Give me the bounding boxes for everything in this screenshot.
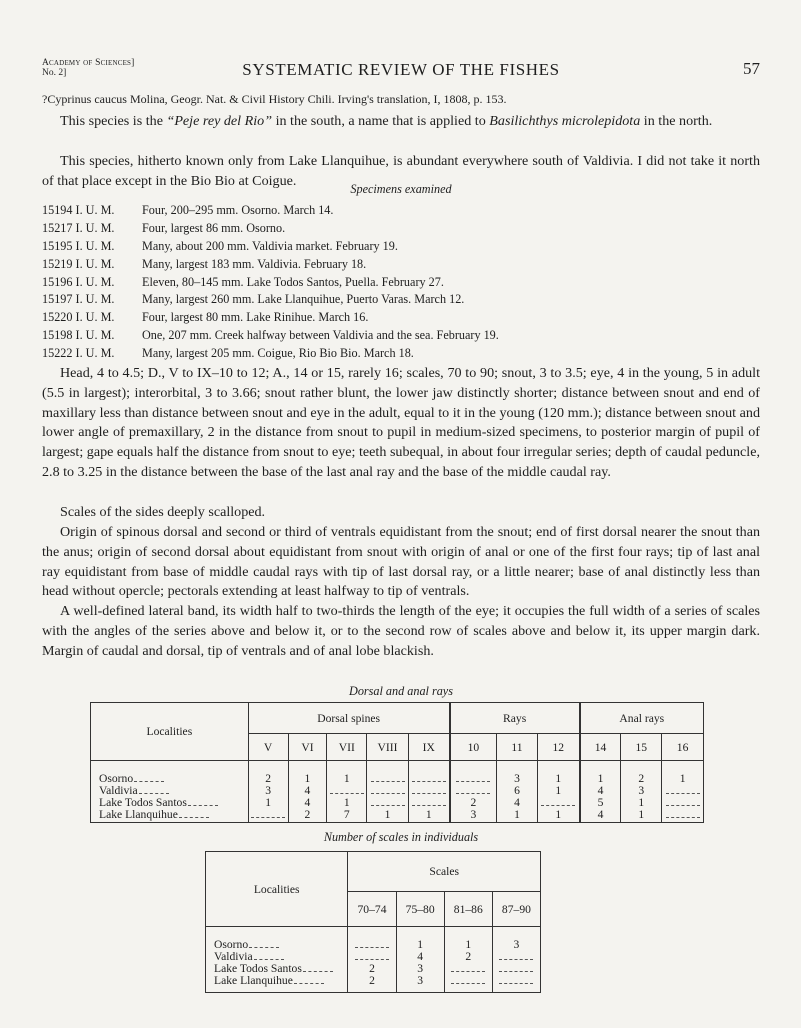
data-column <box>621 761 662 823</box>
specimen-catalog-number: 15195 I. U. M. <box>42 238 115 253</box>
specimen-row <box>42 291 760 309</box>
specimen-catalog-number: 15197 I. U. M. <box>42 292 115 307</box>
description-text-3: Origin of spinous dorsal and second or third of ventrals equidistant from the snout; end of first dorsal nearer the snout than the anus; origin of second dorsal about equidistant from snout with origin of anal or one of the first four rays; tip of last anal ray equidistant from base of middle caudal rays with tip of last dorsal ray, or a little nearer; base of anal distinctly less than head without opercle; pectorals extending at least halfway to tip of ventrals. <box>42 524 760 600</box>
empty-cell <box>493 951 540 963</box>
count-cell: 6 <box>514 784 520 797</box>
intro-text-a: This species is the <box>60 113 163 129</box>
count-cell: 1 <box>597 772 604 785</box>
leader-dots <box>254 951 284 960</box>
description-paragraph-1 <box>42 364 760 483</box>
column-header: 70–74 <box>348 892 396 927</box>
description-paragraph-3 <box>42 523 760 602</box>
specimen-catalog-number: 15198 I. U. M. <box>42 328 115 343</box>
count-cell: 1 <box>555 808 562 821</box>
empty-cell <box>409 785 449 797</box>
empty-cell <box>409 773 449 785</box>
dash-leader <box>541 797 575 806</box>
specimen-description: Eleven, 80–145 mm. Lake Todos Santos, Puella. February 27. <box>142 274 444 289</box>
column-header: 16 <box>662 734 704 761</box>
related-species-name: Basilichthys microlepidota <box>489 113 641 129</box>
count-cell: 4 <box>417 950 424 963</box>
scales-count-table <box>205 851 541 993</box>
description-text-2: Scales of the sides deeply scalloped. <box>60 504 266 520</box>
dash-leader <box>666 809 700 818</box>
locality-name: Lake Todos Santos <box>99 797 248 809</box>
data-column <box>408 761 449 823</box>
description-paragraph-2 <box>42 503 760 523</box>
locality-names <box>91 761 249 823</box>
dash-leader <box>499 951 533 960</box>
column-header: VII <box>327 734 367 761</box>
empty-cell <box>451 773 497 785</box>
locality-name: Valdivia <box>214 951 347 963</box>
column-header: VIII <box>367 734 409 761</box>
dash-leader <box>451 963 485 972</box>
locality-name: Lake Llanquihue <box>214 975 347 987</box>
empty-cell <box>493 975 540 987</box>
specimen-description: Many, largest 205 mm. Coigue, Rio Bio Bio. March 18. <box>142 346 414 361</box>
locality-names <box>206 927 348 993</box>
intro-paragraph-2-text: This species, hitherto known only from Lake Llanquihue, is abundant everywhere south of Valdivia. I did not take it north of that place except in the Bio Bio at Coigue. <box>42 153 760 189</box>
count-cell: 2 <box>369 962 375 975</box>
dash-leader <box>371 797 405 806</box>
column-header: VI <box>288 734 327 761</box>
column-header: 87–90 <box>492 892 540 927</box>
dash-leader <box>330 785 364 794</box>
specimen-row <box>42 309 760 327</box>
dash-leader <box>371 773 405 782</box>
count-cell: 7 <box>343 808 350 821</box>
specimen-row <box>42 274 760 292</box>
dash-leader <box>371 785 405 794</box>
count-cell: 2 <box>638 772 645 785</box>
dash-leader <box>412 773 446 782</box>
column-header: 10 <box>450 734 497 761</box>
dash-leader <box>456 785 490 794</box>
specimen-catalog-number: 15220 I. U. M. <box>42 310 115 325</box>
count-cell: 1 <box>343 772 350 785</box>
count-cell: 1 <box>638 796 645 809</box>
common-name: “Peje rey del Rio” <box>166 113 273 129</box>
empty-cell <box>367 773 408 785</box>
specimen-description: Four, 200–295 mm. Osorno. March 14. <box>142 203 334 217</box>
description-text-1: Head, 4 to 4.5; D., V to IX–10 to 12; A., 14 or 15, rarely 16; scales, 70 to 90; snout, 3 to 3.5; eye, 4 in the young, 5 in adult (5.5 in largest); interorbital, 3 to 3.66; snout rather blunt, the lower jaw distinctly shorter; distance between snout and end of maxillary less than distance between snout and eye in the adult, equal to it in the young (120 mm.); distance between snout and lower angle of premaxillary, 2 in the distance from snout to pupil in medium-sized specimens, to posterior margin of pupil of largest; gape equals half the distance from snout to eye; teeth subequal, in about four irregular series; depth of caudal peduncle, 2.8 to 3.25 in the distance between the base of the last anal ray and the base of the middle caudal ray. <box>42 365 760 480</box>
leader-dots <box>249 939 279 948</box>
leader-dots <box>303 963 333 972</box>
specimen-row <box>42 202 760 220</box>
localities-header: Localities <box>91 703 249 761</box>
data-column <box>450 761 497 823</box>
empty-cell <box>445 963 492 975</box>
journal-number: No. 2] <box>42 68 67 78</box>
intro-text-b: in the south, a name that is applied to <box>275 113 486 129</box>
count-cell: 4 <box>597 808 604 821</box>
dash-leader <box>499 975 533 984</box>
dash-leader <box>666 785 700 794</box>
dorsal-anal-rays-table <box>90 702 704 823</box>
column-header: 81–86 <box>444 892 492 927</box>
data-column <box>497 761 538 823</box>
empty-cell <box>348 939 395 951</box>
count-cell: 3 <box>638 784 645 797</box>
table1-caption: Dorsal and anal rays <box>349 684 453 698</box>
dash-leader <box>355 939 389 948</box>
specimen-catalog-number: 15217 I. U. M. <box>42 220 115 235</box>
data-column <box>367 761 409 823</box>
journal-name: Academy of Sciences] <box>42 58 135 68</box>
specimen-row <box>42 220 760 238</box>
empty-cell <box>662 809 703 821</box>
specimen-description: Four, largest 86 mm. Osorno. <box>142 220 286 235</box>
dash-leader <box>412 797 446 806</box>
column-header: IX <box>408 734 449 761</box>
specimen-catalog-number: 15196 I. U. M. <box>42 274 115 289</box>
specimen-catalog-number: 15194 I. U. M. <box>42 203 115 217</box>
intro-text-c: in the north. <box>643 113 713 129</box>
specimen-description: Many, largest 183 mm. Valdivia. February 18. <box>142 256 367 271</box>
locality-name: Osorno <box>99 773 248 785</box>
count-cell: 2 <box>470 796 477 809</box>
dash-leader <box>456 773 490 782</box>
specimen-description: Four, largest 80 mm. Lake Rinihue. March 16. <box>142 310 369 325</box>
count-cell: 1 <box>384 808 391 821</box>
locality-name: Valdivia <box>99 785 248 797</box>
count-cell: 1 <box>555 772 562 785</box>
count-cell: 1 <box>265 796 271 809</box>
dorsal-spines-header: Dorsal spines <box>248 703 449 734</box>
specimen-description: Many, largest 260 mm. Lake Llanquihue, Puerto Varas. March 12. <box>142 292 465 307</box>
locality-name: Osorno <box>214 939 347 951</box>
specimens-heading: Specimens examined <box>350 182 452 196</box>
empty-cell <box>367 785 408 797</box>
count-cell: 1 <box>343 796 350 809</box>
running-header <box>42 56 760 80</box>
table2-caption: Number of scales in individuals <box>323 830 479 844</box>
synonym-citation: ?Cyprinus caucus Molina, Geogr. Nat. & Civil History Chili. Irving's translation, I, 1808, p. 153. <box>42 92 507 106</box>
column-header: 15 <box>621 734 662 761</box>
specimen-catalog-number: 15222 I. U. M. <box>42 346 115 361</box>
anal-rays-header: Anal rays <box>580 703 704 734</box>
empty-cell <box>662 785 703 797</box>
specimen-row <box>42 256 760 274</box>
specimen-row <box>42 345 760 363</box>
count-cell: 5 <box>597 796 604 809</box>
dash-leader <box>355 951 389 960</box>
count-cell: 3 <box>417 962 424 975</box>
data-column <box>444 927 492 993</box>
count-cell: 3 <box>470 808 477 821</box>
dash-leader <box>251 809 285 818</box>
count-cell: 1 <box>465 938 472 951</box>
count-cell: 1 <box>425 808 432 821</box>
dash-leader <box>666 797 700 806</box>
leader-dots <box>179 809 209 818</box>
empty-cell <box>493 963 540 975</box>
leader-dots <box>188 797 218 806</box>
dash-leader <box>499 963 533 972</box>
count-cell: 4 <box>304 796 311 809</box>
count-cell: 1 <box>417 938 424 951</box>
localities-header: Localities <box>206 852 348 927</box>
intro-paragraph-1 <box>42 112 760 132</box>
column-header: 11 <box>497 734 538 761</box>
count-cell: 2 <box>265 772 271 785</box>
leader-dots <box>134 773 164 782</box>
description-paragraph-4 <box>42 602 760 661</box>
count-cell: 3 <box>417 974 424 987</box>
empty-cell <box>662 797 703 809</box>
data-column <box>327 761 367 823</box>
leader-dots <box>139 785 169 794</box>
count-cell: 1 <box>304 772 311 785</box>
specimen-row <box>42 238 760 256</box>
specimen-list <box>42 202 760 363</box>
description-text-4: A well-defined lateral band, its width half to two-thirds the length of the eye; it occupies the full width of a series of scales with the angles of the series above and below it, or to the second row of scales above and below it, its upper margin dark. Margin of caudal and dorsal, tip of ventrals and of anal lobe blackish. <box>42 603 760 659</box>
count-cell: 2 <box>304 808 311 821</box>
locality-name: Lake Todos Santos <box>214 963 347 975</box>
data-column <box>662 761 704 823</box>
specimen-description: One, 207 mm. Creek halfway between Valdivia and the sea. February 19. <box>142 328 499 343</box>
data-column <box>580 761 621 823</box>
column-header: 12 <box>537 734 579 761</box>
page-number: 57 <box>743 59 760 78</box>
count-cell: 4 <box>514 796 520 809</box>
empty-cell <box>445 975 492 987</box>
dash-leader <box>451 975 485 984</box>
data-column <box>396 927 444 993</box>
count-cell: 1 <box>638 808 645 821</box>
data-column <box>288 761 327 823</box>
data-column <box>492 927 540 993</box>
count-cell: 4 <box>597 784 604 797</box>
count-cell: 2 <box>369 974 375 987</box>
data-column <box>348 927 396 993</box>
column-header: 14 <box>580 734 621 761</box>
count-cell: 3 <box>514 772 520 785</box>
rays-header: Rays <box>450 703 580 734</box>
leader-dots <box>294 975 324 984</box>
data-column <box>248 761 288 823</box>
specimen-catalog-number: 15219 I. U. M. <box>42 256 115 271</box>
data-column <box>537 761 579 823</box>
count-cell: 3 <box>513 938 520 951</box>
running-title: SYSTEMATIC REVIEW OF THE FISHES <box>242 60 560 79</box>
dash-leader <box>412 785 446 794</box>
count-cell: 2 <box>465 950 472 963</box>
count-cell: 1 <box>679 772 686 785</box>
specimen-description: Many, about 200 mm. Valdivia market. February 19. <box>142 238 398 253</box>
column-header: V <box>248 734 288 761</box>
count-cell: 1 <box>514 808 520 821</box>
column-header: 75–80 <box>396 892 444 927</box>
count-cell: 4 <box>304 784 311 797</box>
locality-name: Lake Llanquihue <box>99 809 248 821</box>
scales-header: Scales <box>348 852 541 892</box>
count-cell: 1 <box>555 784 562 797</box>
specimen-row <box>42 327 760 345</box>
count-cell: 3 <box>265 784 271 797</box>
empty-cell <box>249 809 288 821</box>
